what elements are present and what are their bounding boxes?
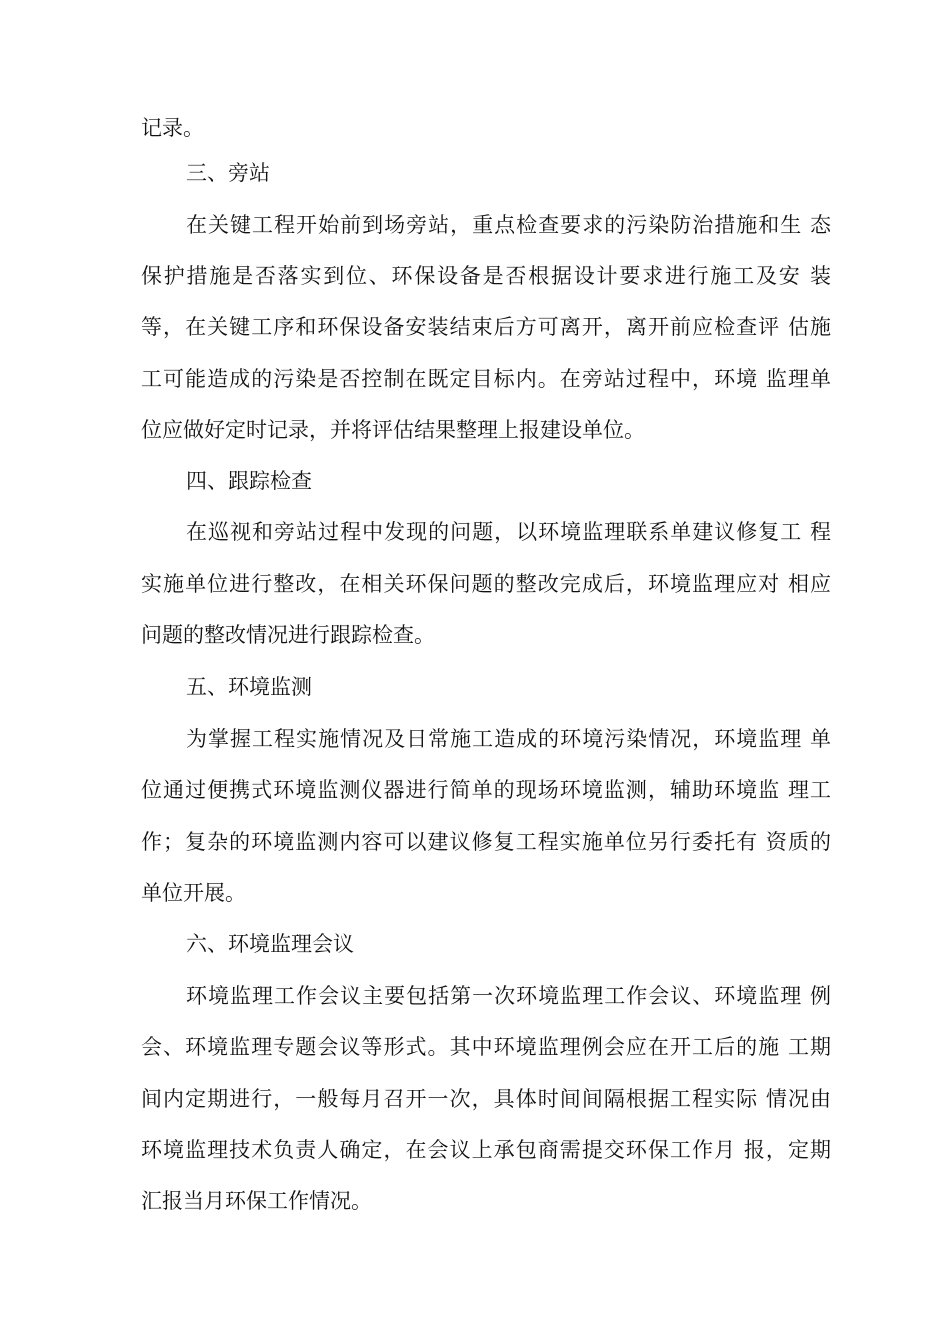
intro-line: 记录。 bbox=[141, 116, 204, 140]
paragraph-line: 单位开展。 bbox=[141, 881, 246, 905]
paragraph-line: 作；复杂的环境监测内容可以建议修复工程实施单位另行委托有 资质的 bbox=[141, 830, 831, 854]
paragraph-line: 环境监理技术负责人确定，在会议上承包商需提交环保工作月 报，定期 bbox=[141, 1138, 831, 1162]
paragraph-line: 保护措施是否落实到位、环保设备是否根据设计要求进行施工及安 装 bbox=[141, 264, 831, 288]
section-heading-pangzhan: 三、旁站 bbox=[186, 161, 270, 185]
paragraph-line: 实施单位进行整改，在相关环保问题的整改完成后，环境监理应对 相应 bbox=[141, 572, 831, 596]
section-heading-tracking-inspection: 四、跟踪检查 bbox=[186, 469, 312, 493]
paragraph-line: 等，在关键工序和环保设备安装结束后方可离开，离开前应检查评 估施 bbox=[141, 315, 831, 339]
paragraph-line: 位应做好定时记录，并将评估结果整理上报建设单位。 bbox=[141, 418, 645, 442]
paragraph-line: 在关键工程开始前到场旁站，重点检查要求的污染防治措施和生 态 bbox=[186, 213, 831, 237]
paragraph-line: 为掌握工程实施情况及日常施工造成的环境污染情况，环境监理 单 bbox=[186, 727, 831, 751]
paragraph-line: 会、环境监理专题会议等形式。其中环境监理例会应在开工后的施 工期 bbox=[141, 1035, 831, 1059]
paragraph-line: 间内定期进行，一般每月召开一次，具体时间间隔根据工程实际 情况由 bbox=[141, 1087, 831, 1111]
section-heading-environmental-monitoring: 五、环境监测 bbox=[186, 675, 312, 699]
paragraph-line: 问题的整改情况进行跟踪检查。 bbox=[141, 623, 435, 647]
section-heading-supervision-meeting: 六、环境监理会议 bbox=[186, 932, 354, 956]
paragraph-line: 汇报当月环保工作情况。 bbox=[141, 1189, 372, 1213]
paragraph-line: 位通过便携式环境监测仪器进行简单的现场环境监测，辅助环境监 理工 bbox=[141, 778, 831, 802]
paragraph-line: 在巡视和旁站过程中发现的问题，以环境监理联系单建议修复工 程 bbox=[186, 520, 831, 544]
paragraph-line: 环境监理工作会议主要包括第一次环境监理工作会议、环境监理 例 bbox=[186, 984, 831, 1008]
paragraph-line: 工可能造成的污染是否控制在既定目标内。在旁站过程中，环境 监理单 bbox=[141, 367, 831, 391]
